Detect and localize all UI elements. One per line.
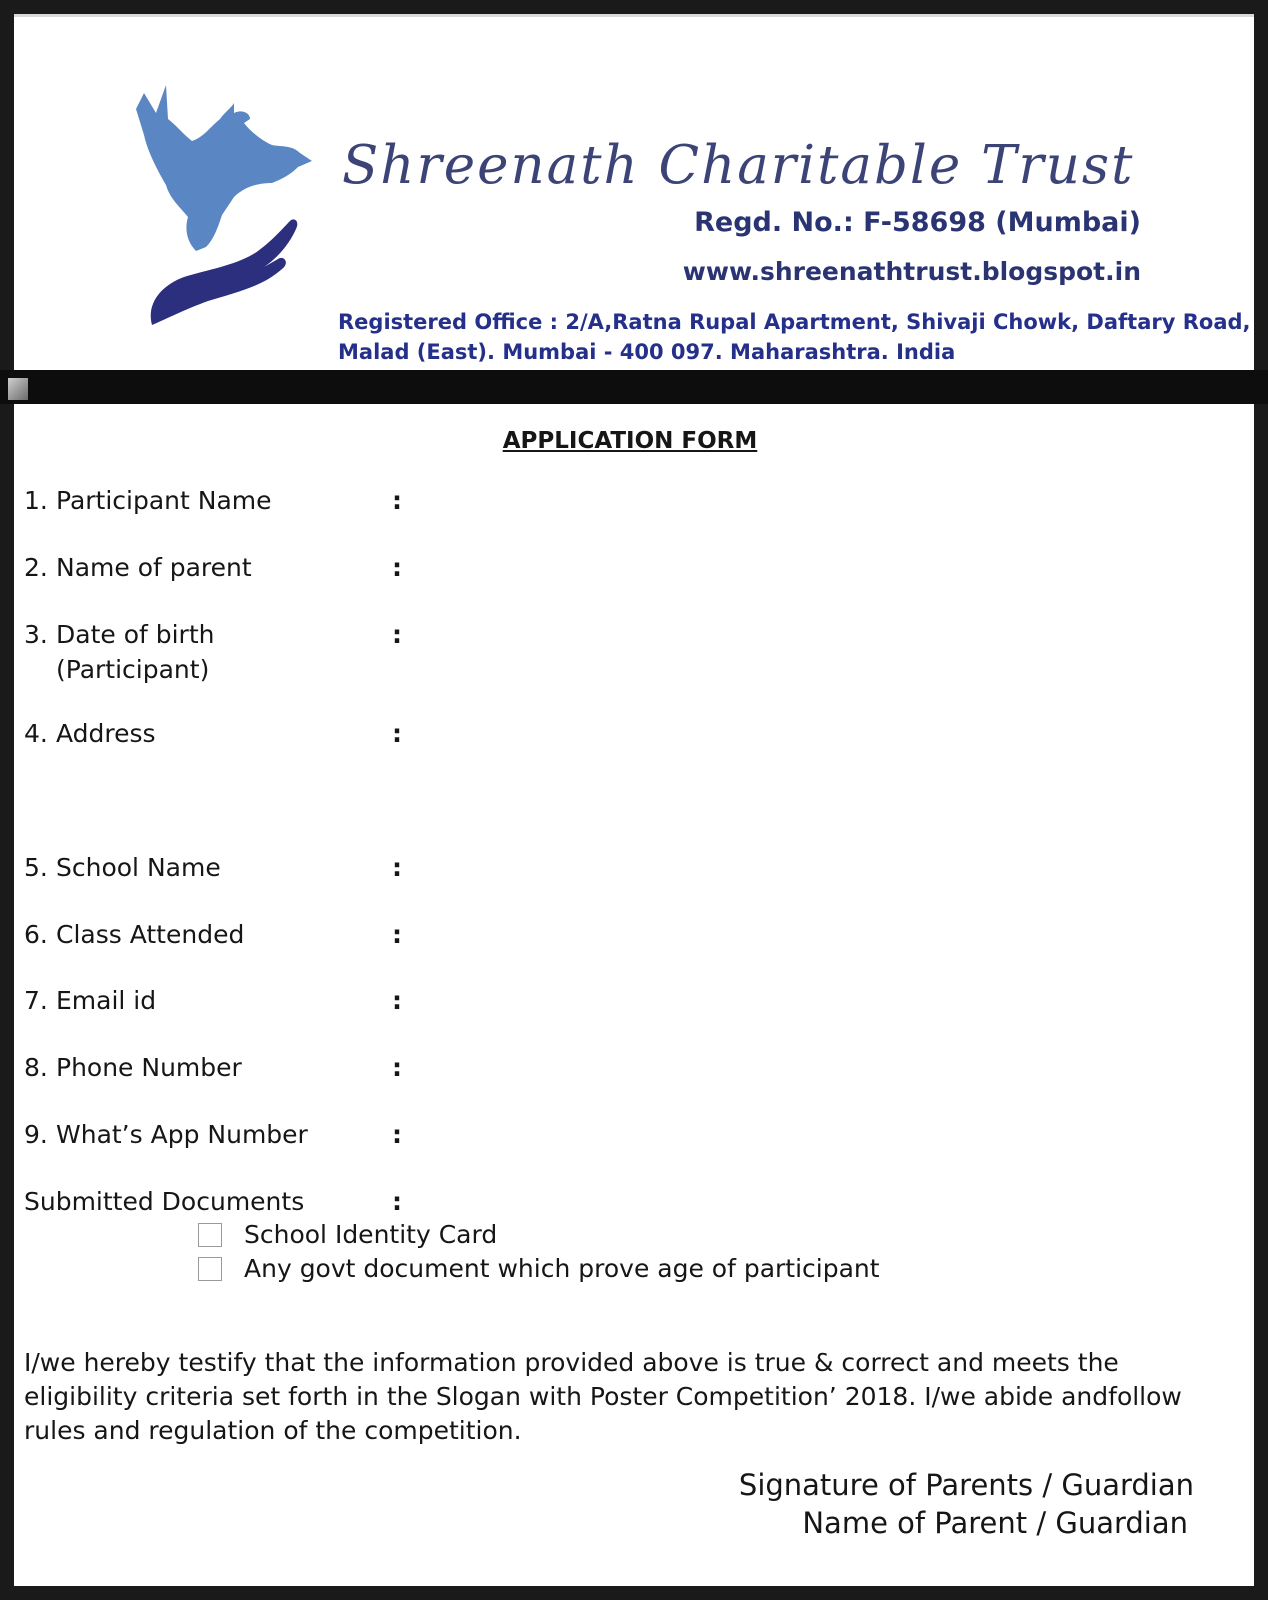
field-label: Class Attended	[56, 920, 245, 949]
colon: :	[392, 553, 402, 582]
colon: :	[392, 920, 402, 949]
office-line-1: Registered Office : 2/A,Ratna Rupal Apartment, Shivaji Chowk, Daftary Road,	[338, 310, 1251, 334]
field-parent-name: 2. Name of parent	[24, 553, 252, 582]
field-date-of-birth: 3. Date of birth (Participant)	[24, 620, 215, 684]
corner-mark	[8, 378, 28, 400]
colon: :	[392, 1187, 402, 1216]
field-label: School Name	[56, 853, 221, 882]
office-line-2: Malad (East). Mumbai - 400 097. Maharashtra. India	[338, 340, 956, 364]
field-label: Phone Number	[56, 1053, 242, 1082]
registration-number: Regd. No.: F-58698 (Mumbai)	[694, 207, 1141, 238]
header-divider-band	[0, 370, 1268, 404]
header	[14, 14, 1254, 373]
name-line: Name of Parent / Guardian	[802, 1506, 1188, 1540]
colon: :	[392, 986, 402, 1015]
field-address: 4. Address	[24, 719, 156, 748]
trust-name: Shreenath Charitable Trust	[342, 135, 1135, 196]
checkbox[interactable]	[198, 1223, 222, 1247]
declaration-text: I/we hereby testify that the information provided above is true & correct and meets the eligibility criteria set forth in the Slogan with Poster Competition’ 2018. I/we abide andfollow rules and regulation of the competition.	[24, 1348, 1182, 1445]
field-label: Name of parent	[56, 553, 252, 582]
website-link[interactable]: www.shreenathtrust.blogspot.in	[682, 257, 1141, 286]
colon: :	[392, 1053, 402, 1082]
field-label: Email id	[56, 986, 157, 1015]
colon: :	[392, 486, 402, 515]
field-class-attended: 6. Class Attended	[24, 920, 245, 949]
field-label: Address	[56, 719, 156, 748]
field-label: Date of birth	[56, 620, 215, 649]
field-whatsapp-number: 9. What’s App Number	[24, 1120, 308, 1149]
application-form	[14, 404, 1254, 1586]
form-title: APPLICATION FORM	[502, 428, 758, 454]
registered-office-address	[338, 307, 1251, 367]
document-option-govt-id[interactable]	[198, 1254, 880, 1283]
field-email: 7. Email id	[24, 986, 157, 1015]
hand-icon	[151, 219, 298, 325]
colon: :	[392, 620, 402, 649]
submitted-documents-label: Submitted Documents	[24, 1187, 305, 1216]
colon: :	[392, 853, 402, 882]
checkbox[interactable]	[198, 1257, 222, 1281]
field-label: What’s App Number	[56, 1120, 308, 1149]
field-phone-number: 8. Phone Number	[24, 1053, 242, 1082]
document-option-school-id[interactable]	[198, 1220, 497, 1249]
field-school-name: 5. School Name	[24, 853, 221, 882]
dove-hand-logo	[122, 79, 332, 339]
colon: :	[392, 719, 402, 748]
field-sublabel: (Participant)	[56, 655, 210, 684]
colon: :	[392, 1120, 402, 1149]
document-label: School Identity Card	[244, 1220, 498, 1249]
document-label: Any govt document which prove age of participant	[244, 1254, 880, 1283]
field-participant-name: 1. Participant Name	[24, 486, 272, 515]
field-label: Participant Name	[56, 486, 272, 515]
signature-line: Signature of Parents / Guardian	[738, 1468, 1194, 1502]
